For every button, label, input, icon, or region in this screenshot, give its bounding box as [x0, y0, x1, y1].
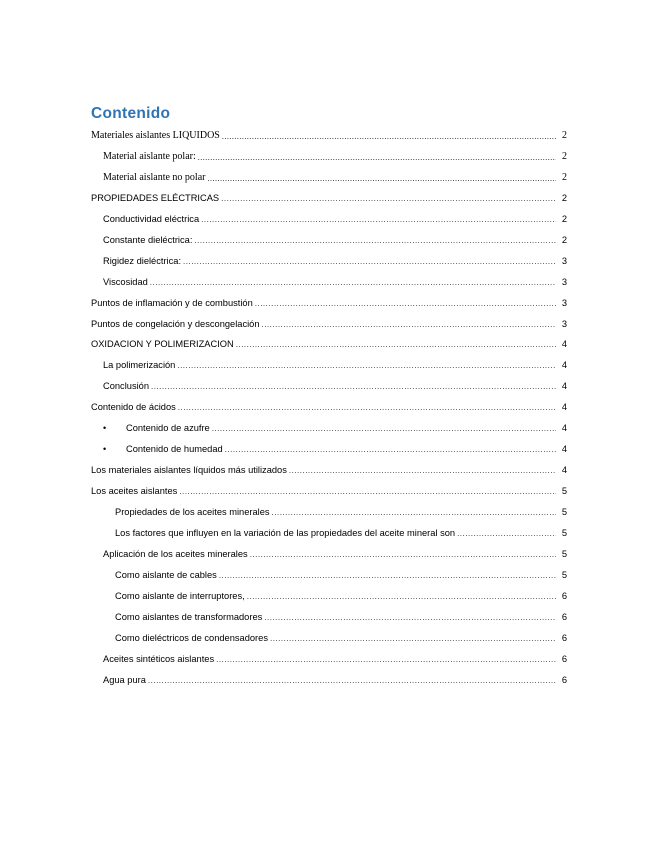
dot-leader	[250, 551, 556, 559]
bullet-icon: •	[103, 423, 107, 433]
dot-leader	[289, 467, 556, 475]
toc-entry-page-number: 5	[561, 549, 567, 559]
toc-entry-page-number: 4	[561, 360, 567, 370]
dot-leader	[207, 175, 556, 183]
toc-entry-page-number: 3	[561, 298, 567, 308]
toc-title: Contenido	[91, 105, 171, 122]
dot-leader	[201, 216, 556, 224]
toc-entry-label: Puntos de inflamación y de combustión	[91, 298, 253, 308]
toc-entry-page-number: 4	[561, 339, 567, 349]
toc-entry-label: Material aislante no polar	[103, 172, 206, 183]
toc-entry-label: Rigidez dieléctrica:	[103, 256, 182, 266]
dot-leader	[177, 362, 556, 370]
toc-entry-label: Como aislante de interruptores,	[115, 591, 245, 601]
toc-entry-page-number: 2	[562, 151, 567, 162]
toc-entry-page-number: 6	[561, 612, 567, 622]
toc-entry-page-number: 2	[562, 130, 567, 141]
toc-entry-page-number: 6	[561, 675, 567, 685]
dot-leader	[198, 154, 556, 162]
dot-leader	[262, 321, 557, 329]
toc-entry[interactable]	[103, 650, 567, 664]
toc-entry[interactable]	[103, 356, 567, 370]
toc-entry-page-number: 4	[561, 465, 567, 475]
toc-entry-label: Los aceites aislantes	[91, 486, 178, 496]
dot-leader	[179, 488, 556, 496]
bullet-icon: •	[103, 444, 107, 454]
toc-entry[interactable]	[115, 524, 567, 538]
toc-entry-label: Viscosidad	[103, 277, 148, 287]
toc-entry[interactable]	[91, 127, 567, 141]
toc-entry-page-number: 2	[562, 172, 567, 183]
toc-entry[interactable]	[91, 461, 567, 475]
dot-leader	[212, 425, 556, 433]
toc-entry-label: Como aislante de cables	[115, 570, 217, 580]
toc-entry[interactable]	[103, 377, 567, 391]
toc-entry[interactable]	[103, 231, 567, 245]
toc-entry[interactable]	[103, 419, 567, 433]
toc-entry-page-number: 4	[561, 381, 567, 391]
dot-leader	[270, 635, 556, 643]
toc-entry-label: Como dieléctricos de condensadores	[115, 633, 268, 643]
toc-entry-label: Contenido de azufre	[126, 423, 210, 433]
toc-entry[interactable]	[115, 566, 567, 580]
toc-entry-label: La polimerización	[103, 360, 176, 370]
toc-entry[interactable]	[103, 169, 567, 183]
toc-entry-label: OXIDACION Y POLIMERIZACION	[91, 339, 234, 349]
toc-entry-label: Aceites sintéticos aislantes	[103, 654, 215, 664]
toc-entry-label: Como aislantes de transformadores	[115, 612, 263, 622]
dot-leader	[457, 530, 556, 538]
toc-entry-label: Agua pura	[103, 675, 146, 685]
toc-entry-label: Conductividad eléctrica	[103, 214, 200, 224]
toc-entry[interactable]	[91, 294, 567, 308]
toc-entry-page-number: 2	[561, 214, 567, 224]
dot-leader	[219, 572, 556, 580]
toc-entry-label: Puntos de congelación y descongelación	[91, 319, 260, 329]
toc-entry-label: Contenido de ácidos	[91, 402, 176, 412]
toc-entry-label: Propiedades de los aceites minerales	[115, 507, 270, 517]
toc-entry[interactable]	[115, 503, 567, 517]
toc-entry[interactable]	[103, 148, 567, 162]
dot-leader	[216, 656, 556, 664]
toc-entry-label: Materiales aislantes LIQUIDOS	[91, 130, 220, 141]
toc-entry-label: Los factores que influyen en la variación de las propiedades del aceite mineral son	[115, 528, 456, 538]
dot-leader	[151, 383, 556, 391]
toc-entry-label: Los materiales aislantes líquidos más utilizados	[91, 465, 287, 475]
toc-entry[interactable]	[103, 252, 567, 266]
toc-entry[interactable]	[103, 671, 567, 685]
toc-entry-page-number: 4	[561, 402, 567, 412]
toc-entry-label: PROPIEDADES ELÉCTRICAS	[91, 193, 220, 203]
toc-entry-page-number: 6	[561, 633, 567, 643]
toc-entry[interactable]	[91, 189, 567, 203]
toc-entry[interactable]	[103, 273, 567, 287]
dot-leader	[194, 237, 556, 245]
toc-entry-label: Material aislante polar:	[103, 151, 196, 162]
toc-entry-label: Contenido de humedad	[126, 444, 223, 454]
dot-leader	[272, 509, 556, 517]
toc-entry-page-number: 6	[561, 591, 567, 601]
toc-entry-page-number: 6	[561, 654, 567, 664]
dot-leader	[178, 404, 556, 412]
toc-entry[interactable]	[91, 482, 567, 496]
toc-entry-page-number: 5	[561, 528, 567, 538]
toc-entry-page-number: 2	[561, 193, 567, 203]
dot-leader	[264, 614, 556, 622]
toc-entry-page-number: 4	[561, 444, 567, 454]
toc-entry[interactable]	[91, 398, 567, 412]
toc-entry-page-number: 3	[561, 256, 567, 266]
toc-entry-page-number: 5	[561, 570, 567, 580]
toc-entry[interactable]	[115, 629, 567, 643]
toc-entry[interactable]	[115, 608, 567, 622]
dot-leader	[225, 446, 556, 454]
toc-entry-label: Conclusión	[103, 381, 149, 391]
dot-leader	[221, 195, 556, 203]
toc-entry-page-number: 2	[561, 235, 567, 245]
toc-entry[interactable]	[91, 335, 567, 349]
toc-entry-label: Constante dieléctrica:	[103, 235, 193, 245]
dot-leader	[148, 677, 556, 685]
dot-leader	[255, 300, 556, 308]
toc-entry-label: Aplicación de los aceites minerales	[103, 549, 248, 559]
toc-entry[interactable]	[115, 587, 567, 601]
toc-entry-page-number: 3	[561, 277, 567, 287]
dot-leader	[222, 133, 556, 141]
toc-entry[interactable]	[103, 210, 567, 224]
toc-entry-page-number: 4	[561, 423, 567, 433]
dot-leader	[236, 341, 556, 349]
toc-entry-page-number: 5	[561, 486, 567, 496]
dot-leader	[150, 279, 556, 287]
dot-leader	[183, 258, 556, 266]
toc-entry-page-number: 3	[561, 319, 567, 329]
toc-entry[interactable]	[103, 440, 567, 454]
toc-entry[interactable]	[103, 545, 567, 559]
toc-entry-page-number: 5	[561, 507, 567, 517]
dot-leader	[247, 593, 556, 601]
toc-entry[interactable]	[91, 315, 567, 329]
